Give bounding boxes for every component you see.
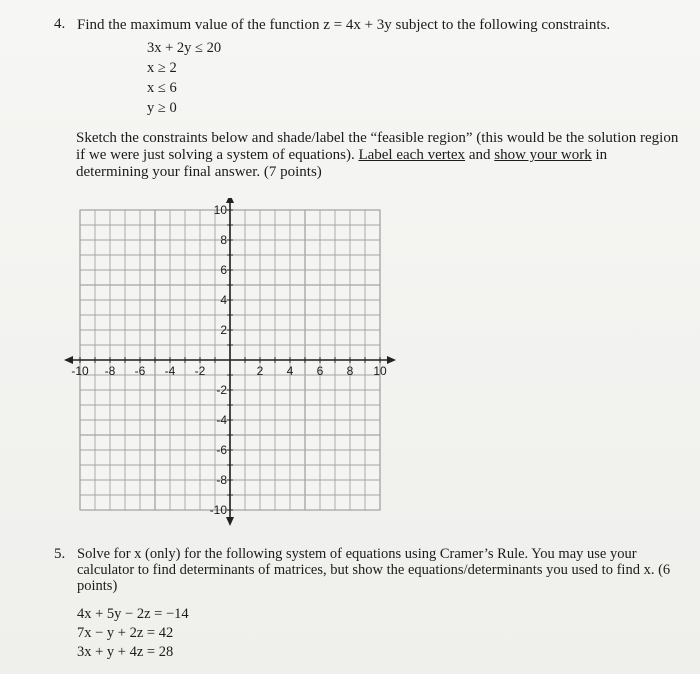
y-tick-label: -4 (216, 413, 227, 427)
question-4-prompt: Find the maximum value of the function z = 4x + 3y subject to the following constraints. (77, 17, 611, 33)
x-tick-label: -8 (104, 363, 116, 378)
y-tick-label: 2 (220, 323, 227, 337)
x-tick-label: -2 (194, 363, 206, 378)
y-tick-label: 8 (220, 233, 227, 247)
question-4-instructions (76, 130, 681, 181)
y-axis-arrow-up (226, 198, 234, 203)
y-tick-label: -10 (209, 503, 227, 517)
x-axis-arrow-left (64, 356, 73, 364)
y-tick-label: 6 (220, 263, 227, 277)
y-tick-label: 10 (213, 203, 227, 217)
x-tick-label: -4 (164, 363, 176, 378)
instruction-and: and (468, 147, 491, 163)
y-tick-label: -8 (216, 473, 227, 487)
x-tick-label: -10 (71, 363, 89, 378)
label-each-vertex: Label each vertex (358, 147, 466, 163)
x-tick-label: 4 (286, 363, 294, 378)
y-axis-arrow-down (226, 517, 234, 526)
coordinate-grid (60, 198, 402, 534)
equation-3: 3x + y + 4z = 28 (77, 644, 174, 660)
x-axis-arrow-right (387, 356, 396, 364)
instruction-text-1: Sketch the constraints below and shade/label the “feasible region” (this would be the solution region if we were just solving a system of equations). (76, 130, 679, 163)
question-5-prompt: Solve for x (only) for the following system of equations using Cramer’s Rule. You may use your calculator to find determinants of matrices, but show the equations/determinants you used to find x. (6 points) (77, 546, 671, 594)
show-your-work: show your work (494, 147, 592, 163)
x-tick-label: 2 (256, 363, 264, 378)
constraint-2: x ≥ 2 (147, 60, 177, 76)
x-tick-label: 8 (346, 363, 354, 378)
equation-2: 7x − y + 2z = 42 (77, 625, 174, 641)
equation-1: 4x + 5y − 2z = −14 (77, 606, 189, 622)
x-tick-label: -6 (134, 363, 146, 378)
y-tick-label: 4 (220, 293, 227, 307)
x-tick-label: 6 (316, 363, 324, 378)
constraint-3: x ≤ 6 (147, 80, 177, 96)
constraint-4: y ≥ 0 (147, 100, 177, 116)
instruction-text-2: in determining your final answer. (7 points) (76, 147, 608, 180)
x-tick-label: 10 (373, 363, 387, 378)
question-5-number: 5. (54, 546, 66, 562)
constraint-1: 3x + 2y ≤ 20 (147, 40, 222, 56)
question-4-number: 4. (54, 16, 66, 32)
y-tick-label: -6 (216, 443, 227, 457)
y-tick-label: -2 (216, 383, 227, 397)
